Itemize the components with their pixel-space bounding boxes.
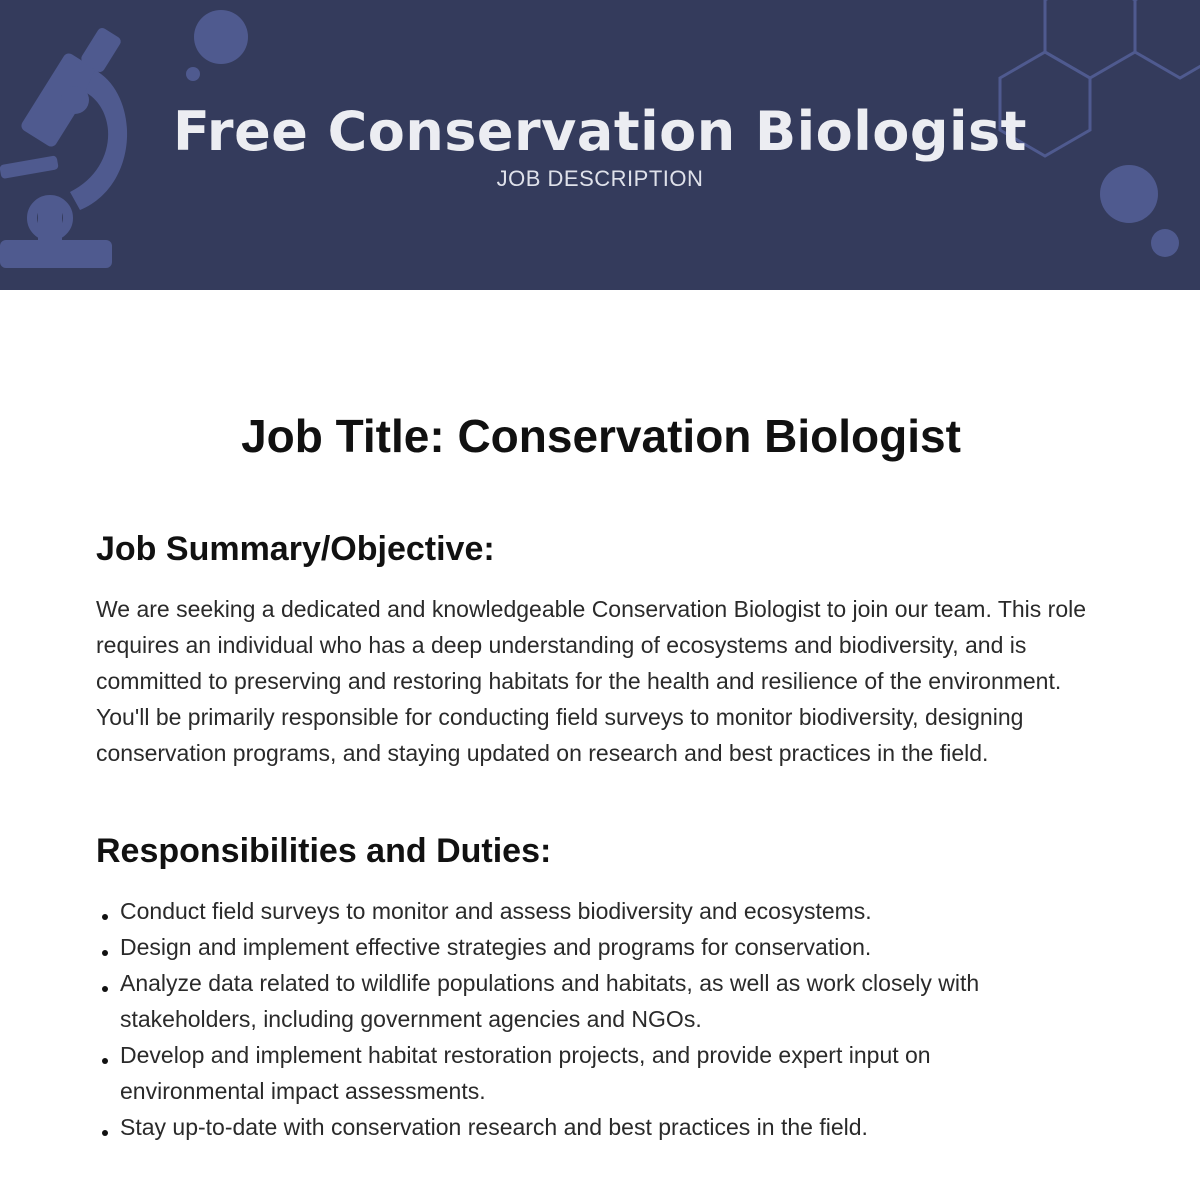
summary-paragraph: We are seeking a dedicated and knowledgeable Conservation Biologist to join our team. This role requires an individual who has a deep understanding of ecosystems and biodiversity, and is committed to preserving and restoring habitats for the health and resilience of the environment. You'll be primarily responsible for conducting field surveys to monitor biodiversity, designing conservation programs, and staying updated on research and best practices in the field. xyxy=(96,596,1087,766)
bubble-icon xyxy=(1151,229,1179,257)
list-item-text: Develop and implement habitat restoration projects, and provide expert input on environmental impact assessments. xyxy=(120,1042,931,1104)
responsibilities-section xyxy=(96,829,1106,1145)
list-item xyxy=(96,929,1050,965)
bullet-icon xyxy=(102,914,108,920)
summary-heading: Job Summary/Objective: xyxy=(96,530,495,568)
list-item xyxy=(96,965,1050,1037)
responsibilities-list xyxy=(96,893,1106,1145)
list-item xyxy=(96,893,1050,929)
bullet-icon xyxy=(102,950,108,956)
list-item-text: Design and implement effective strategies and programs for conservation. xyxy=(120,934,872,960)
list-item-text: Stay up-to-date with conservation research and best practices in the field. xyxy=(120,1114,868,1140)
bubble-icon xyxy=(194,10,248,64)
document-body xyxy=(96,405,1106,1145)
bullet-icon xyxy=(102,1058,108,1064)
summary-section xyxy=(96,527,1106,771)
job-title: Job Title: Conservation Biologist xyxy=(241,410,961,462)
responsibilities-heading: Responsibilities and Duties: xyxy=(96,832,552,870)
bullet-icon xyxy=(102,1130,108,1136)
list-item-text: Analyze data related to wildlife populations and habitats, as well as work closely with stakeholders, including government agencies and NGOs. xyxy=(120,970,980,1032)
header-banner xyxy=(0,0,1200,290)
list-item xyxy=(96,1109,1050,1145)
banner-title: Free Conservation Biologist xyxy=(173,100,1027,163)
bubble-icon xyxy=(186,67,200,81)
banner-subtitle: JOB DESCRIPTION xyxy=(496,166,704,191)
list-item xyxy=(96,1037,1050,1109)
bullet-icon xyxy=(102,986,108,992)
list-item-text: Conduct field surveys to monitor and assess biodiversity and ecosystems. xyxy=(120,898,872,924)
